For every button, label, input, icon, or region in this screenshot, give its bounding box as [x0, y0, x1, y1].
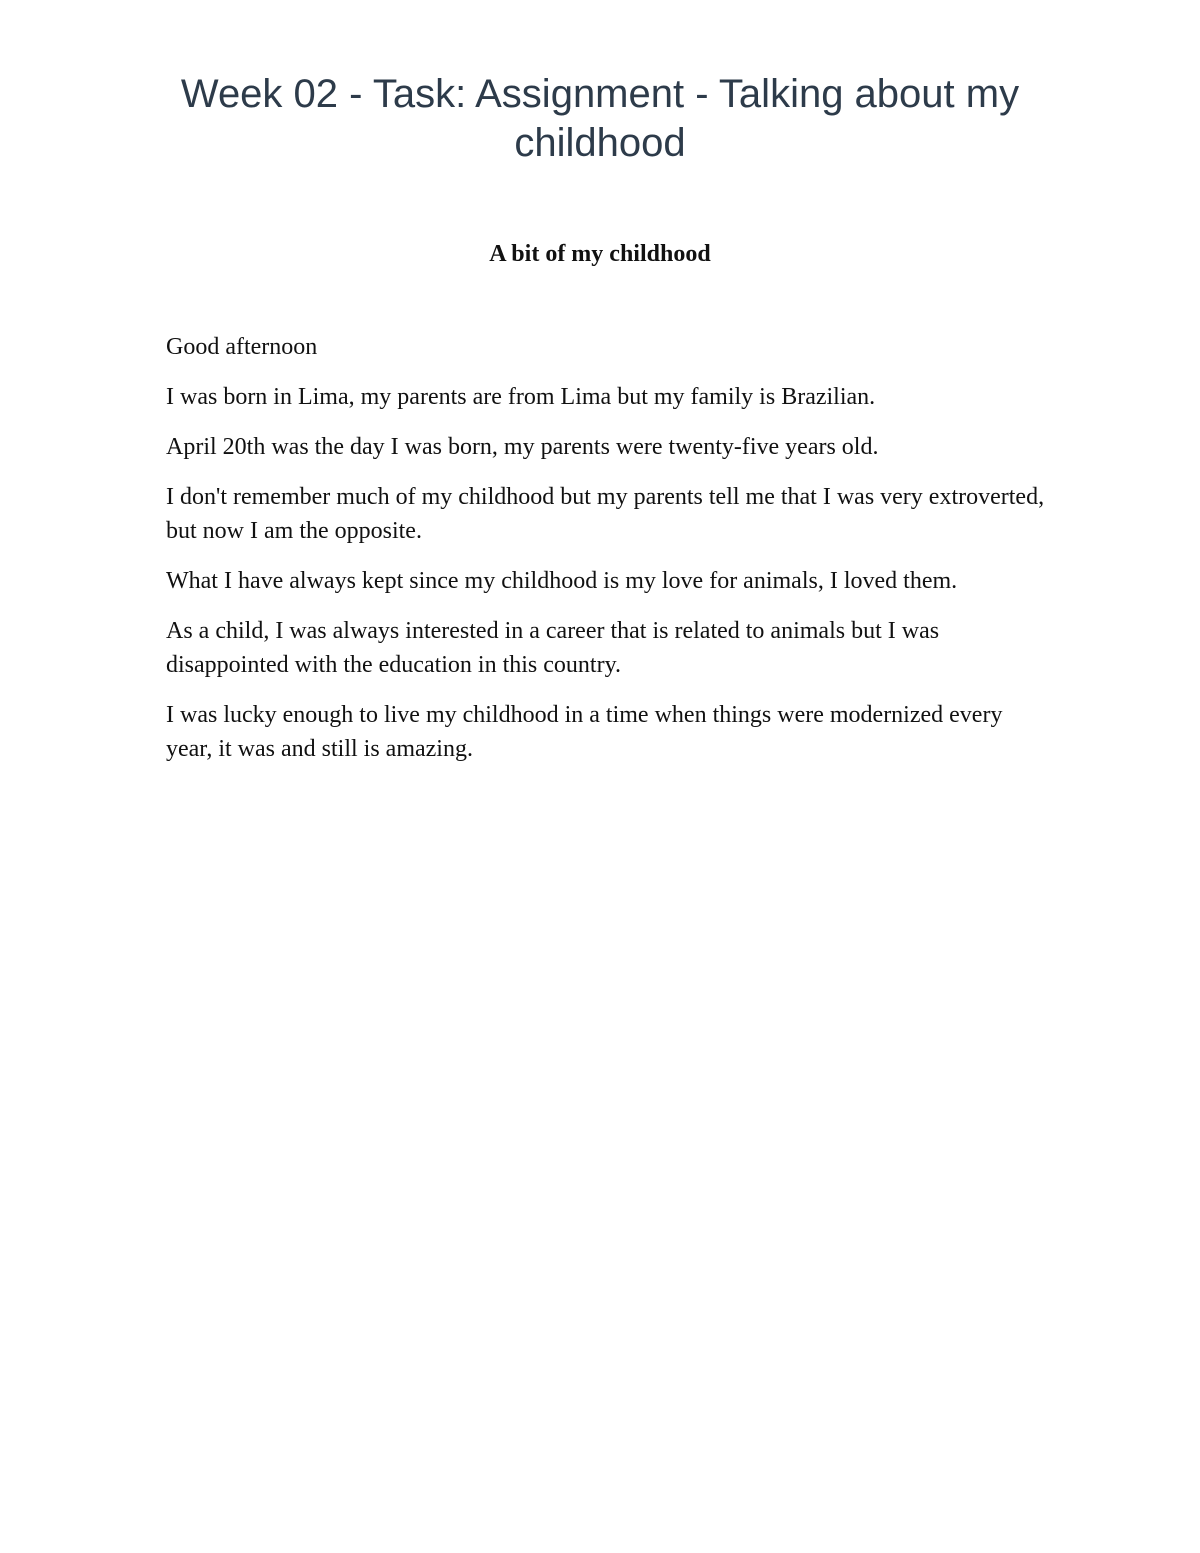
page-title: Week 02 - Task: Assignment - Talking about my childhood	[180, 72, 1020, 165]
body-paragraph: As a child, I was always interested in a career that is related to animals but I was disappointed with the education in this country.	[166, 618, 940, 678]
body-paragraph: I was lucky enough to live my childhood in a time when things were modernized every year, it was and still is amazing.	[166, 702, 1003, 762]
essay-body	[166, 330, 1046, 782]
essay-subtitle: A bit of my childhood	[489, 241, 711, 267]
body-paragraph: What I have always kept since my childhood is my love for animals, I loved them.	[166, 568, 958, 594]
greeting-paragraph: Good afternoon	[166, 334, 318, 360]
body-paragraph: April 20th was the day I was born, my parents were twenty-five years old.	[166, 434, 879, 460]
body-paragraph: I don't remember much of my childhood but my parents tell me that I was very extroverted, but now I am the opposite.	[166, 484, 1045, 544]
body-paragraph: I was born in Lima, my parents are from Lima but my family is Brazilian.	[166, 384, 876, 410]
